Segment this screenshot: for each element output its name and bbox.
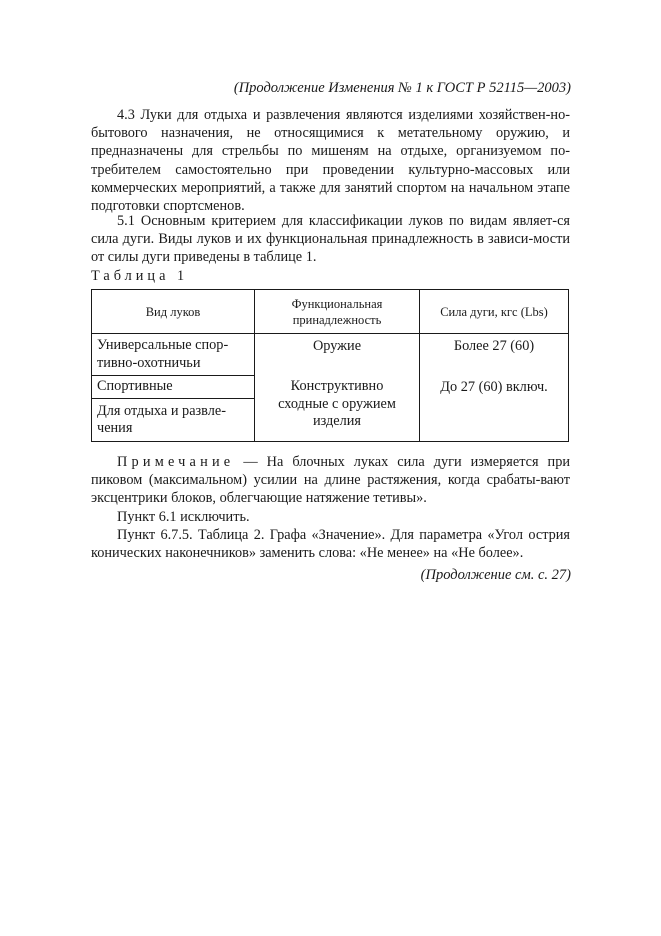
header-function: Функциональная принадлежность <box>291 296 383 327</box>
continuation-header: (Продолжение Изменения № 1 к ГОСТ Р 52115—2003) <box>233 80 571 96</box>
note-text: — На блочных луках сила дуги измеряется при пиковом (максимальном) усилии на длине растяжения, когда срабаты-вают эксцентрики блоков, облегчающие натяжение тетивы». <box>91 454 570 507</box>
paragraph-6-7-5: Пункт 6.7.5. Таблица 2. Графа «Значение». Для параметра «Угол острия конических наконечников» заменить слова: «Не менее» на «Не более». <box>91 527 570 562</box>
row-leisure-type: Для отдыха и развле-чения <box>97 402 226 436</box>
note-label: Примечание <box>117 454 235 470</box>
row-universal-function: Оружие <box>312 338 362 355</box>
table-label: Таблица 1 <box>91 268 189 284</box>
table-note <box>91 453 570 508</box>
row-sport-type: Спортивные <box>97 378 173 395</box>
row-universal-force: Более 27 (60) <box>453 338 535 355</box>
merged-function: Конструктивно сходные с оружием изделия <box>278 378 396 429</box>
row-universal-type: Универсальные спор-тивно-охотничьи <box>97 337 229 371</box>
header-bow-type: Вид луков <box>145 304 201 319</box>
continuation-footer: (Продолжение см. с. 27) <box>420 567 571 583</box>
paragraph-5-1: 5.1 Основным критерием для классификации луков по видам являет-ся сила дуги. Виды луков и их функциональная принадлежность в зависи-мости от силы дуги приведены в таблице 1. <box>91 213 570 266</box>
merged-force: До 27 (60) включ. <box>440 379 548 396</box>
header-force: Сила дуги, кгс (Lbs) <box>440 304 548 319</box>
paragraph-4-3: 4.3 Луки для отдыха и развлечения являются изделиями хозяйствен-но-бытового назначения, не относящимися к метательному оружию, и предназначены для стрельбы по мишеням на отдыхе, организуемом по-требителем самостоятельно при проведении культурно-массовых или коммерческих мероприятий, а также для занятий спортом на начальном этапе подготовки спортсменов. <box>91 107 570 215</box>
paragraph-6-1: Пункт 6.1 исключить. <box>117 509 250 525</box>
